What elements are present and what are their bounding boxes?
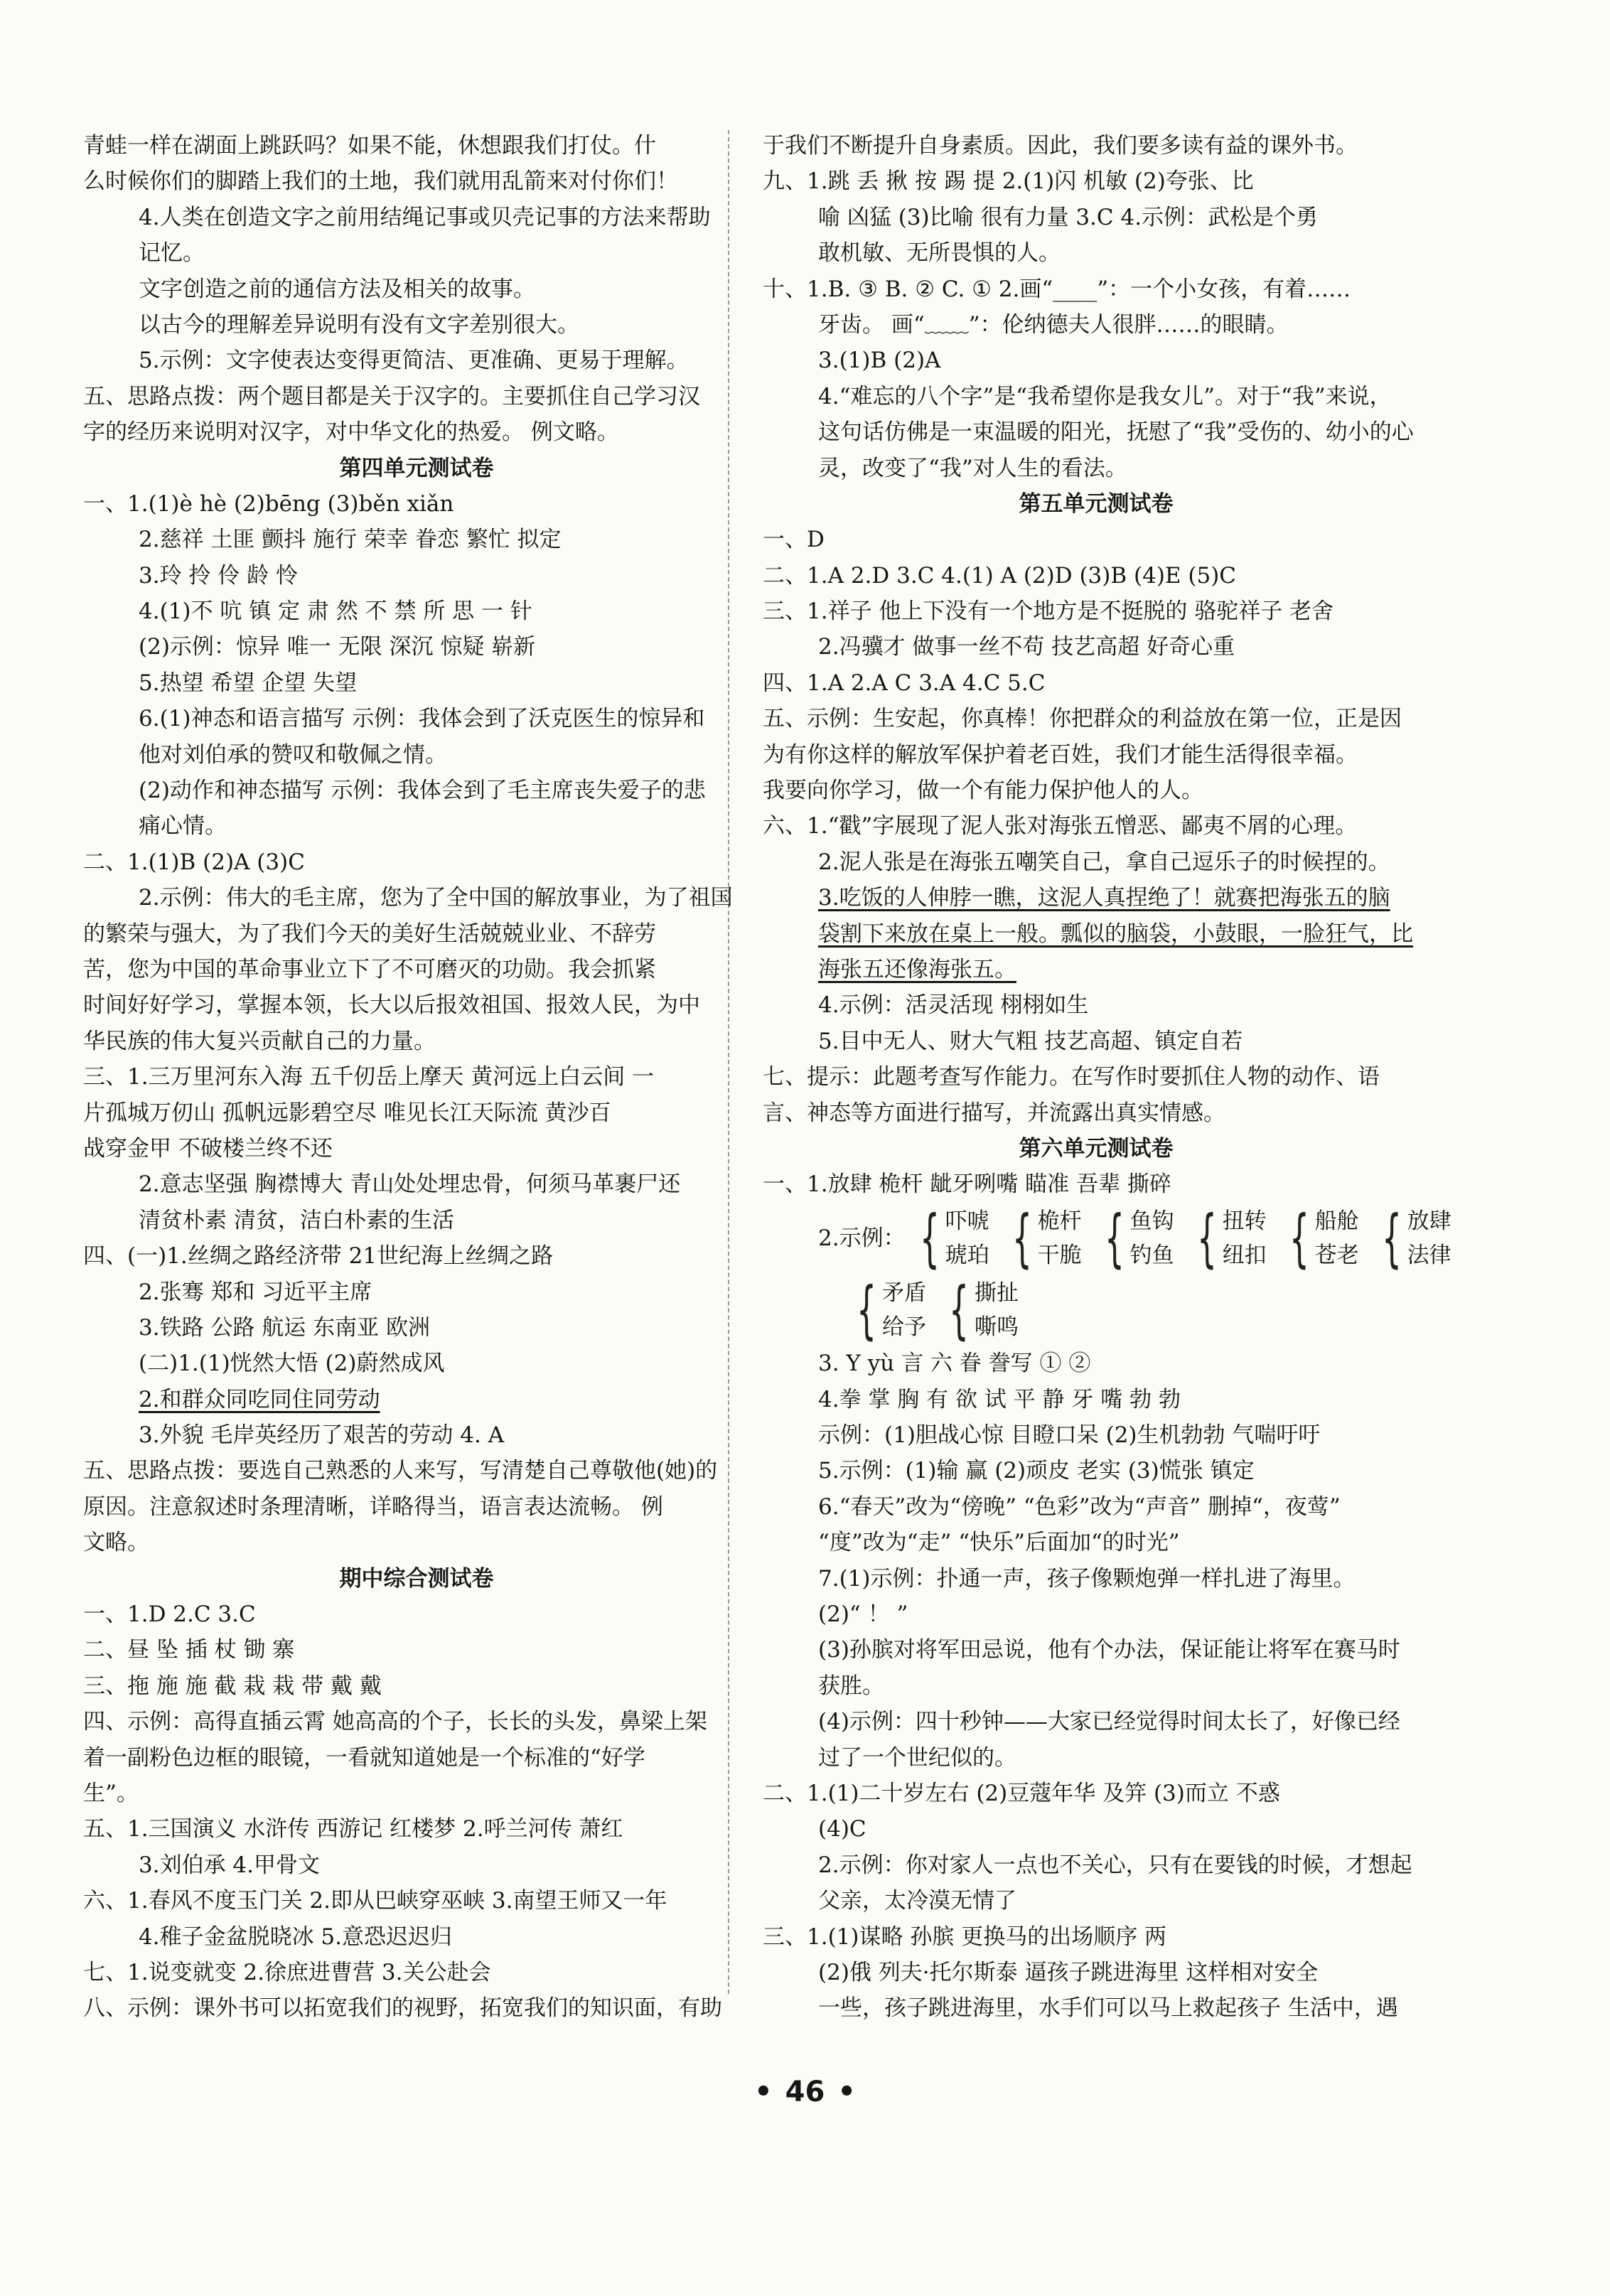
line-text: 记忆。 — [139, 240, 205, 267]
line-text: 5.目中无人、财大气粗 技艺高超、镇定自若 — [818, 1028, 1243, 1054]
answer-line — [763, 1847, 1429, 1883]
line-text: 3.玲 拎 伶 龄 怜 — [139, 562, 298, 589]
line-text: 五、1.三国演义 水浒传 西游记 红楼梦 2.呼兰河传 萧红 — [83, 1816, 623, 1842]
answer-line — [83, 1668, 750, 1704]
answer-line — [763, 272, 1429, 307]
line-text: 牙齿。 画“﹏﹏”：伦纳德夫人很胖……的眼睛。 — [818, 311, 1289, 338]
answer-line — [763, 1417, 1429, 1453]
line-text: 时间好好学习，掌握本领，长大以后报效祖国、报效人民，为中 — [83, 992, 700, 1019]
line-text: 为有你这样的解放军保护着老百姓，我们才能生活得很幸福。 — [763, 741, 1358, 768]
answer-line — [763, 128, 1429, 163]
heading-text: 第五单元测试卷 — [1019, 490, 1174, 517]
line-text: 4.稚子金盆脱晓冰 5.意恐迟迟归 — [139, 1924, 453, 1950]
answer-line — [763, 1990, 1429, 2026]
answer-line — [763, 1955, 1429, 1990]
brace-word: 吓唬 — [945, 1208, 989, 1235]
line-text: 3.吃饭的人伸脖一瞧，这泥人真捏绝了！就赛把海张五的脑 — [818, 885, 1390, 911]
line-text: 4.(1)不 吭 镇 定 肃 然 不 禁 所 思 一 针 — [139, 599, 532, 625]
line-text: 华民族的伟大复兴贡献自己的力量。 — [83, 1028, 436, 1054]
line-text: 5.示例：(1)输 赢 (2)顽皮 老实 (3)慌张 镇定 — [818, 1458, 1255, 1484]
answer-line — [763, 665, 1429, 701]
answer-line — [83, 272, 750, 307]
answer-line — [763, 1453, 1429, 1488]
answer-line — [763, 952, 1429, 987]
line-text: 一、1.(1)è hè (2)bēng (3)běn xiǎn — [83, 490, 454, 517]
page-number-value: 46 — [785, 2076, 825, 2108]
line-text: 三、拖 施 施 截 栽 栽 带 戴 戴 — [83, 1673, 382, 1699]
answer-line — [763, 1382, 1429, 1417]
line-text: 5.示例：文字使表达变得更简洁、更准确、更易于理解。 — [139, 348, 689, 374]
answer-line — [83, 1955, 750, 1990]
answer-line — [763, 1095, 1429, 1131]
line-text: 五、示例：生安起，你真棒！你把群众的利益放在第一位，正是因 — [763, 706, 1402, 732]
line-text: 海张五还像海张五。 — [818, 956, 1016, 982]
line-text: 6.(1)神态和语言描写 示例：我体会到了沃克医生的惊异和 — [139, 706, 705, 732]
answer-line — [83, 594, 750, 629]
line-text: 清贫朴素 清贫，洁白朴素的生活 — [139, 1207, 454, 1233]
line-text: 获胜。 — [818, 1673, 884, 1699]
brace-group-row — [763, 1201, 1451, 1275]
answer-line — [83, 1310, 750, 1346]
answer-line — [763, 808, 1429, 844]
answer-line — [763, 235, 1429, 271]
line-text: “度”改为“走” “快乐”后面加“的时光” — [818, 1530, 1180, 1556]
answer-line — [83, 558, 750, 594]
line-text: 三、1.三万里河东入海 五千仞岳上摩天 黄河远上白云间 一 — [83, 1064, 655, 1090]
line-text: 一、1.D 2.C 3.C — [83, 1602, 256, 1628]
brace-group-row — [763, 1272, 1429, 1346]
answer-line — [763, 844, 1429, 880]
heading-text: 第六单元测试卷 — [1019, 1135, 1174, 1162]
line-text: 六、1.春风不度玉门关 2.即从巴峡穿巫峡 3.南望王师又一年 — [83, 1888, 667, 1914]
line-text: 三、1.祥子 他上下没有一个地方是不挺脱的 骆驼祥子 老舍 — [763, 599, 1334, 625]
line-text: 的繁荣与强大，为了我们今天的美好生活兢兢业业、不辞劳 — [83, 921, 656, 947]
line-text: 二、1.(1)二十岁左右 (2)豆蔻年华 及笄 (3)而立 不惑 — [763, 1781, 1280, 1806]
line-text: 3.刘伯承 4.甲骨文 — [139, 1852, 321, 1878]
answer-line — [763, 701, 1429, 736]
answer-line — [83, 1525, 750, 1560]
answer-line — [83, 1417, 750, 1453]
line-text: 痛心情。 — [139, 813, 227, 839]
answer-line — [763, 773, 1429, 808]
brace-word: 琥珀 — [945, 1243, 989, 1269]
section-heading — [83, 1561, 750, 1597]
answer-line — [763, 163, 1429, 199]
section-heading — [763, 486, 1429, 522]
answer-line — [763, 1059, 1429, 1095]
answer-line — [763, 1632, 1429, 1668]
line-text: 于我们不断提升自身素质。因此，我们要多读有益的课外书。 — [763, 133, 1358, 159]
page-number — [0, 2074, 1610, 2110]
line-text: 灵，改变了“我”对人生的看法。 — [818, 455, 1127, 481]
line-text: (二)1.(1)恍然大悟 (2)蔚然成风 — [139, 1351, 445, 1377]
answer-line — [83, 1847, 750, 1883]
line-text: 文略。 — [83, 1530, 149, 1556]
heading-text: 期中综合测试卷 — [339, 1565, 494, 1592]
answer-line — [83, 128, 750, 163]
line-text: 六、1.“戳”字展现了泥人张对海张五憎恶、鄙夷不屑的心理。 — [763, 813, 1358, 839]
brace-glyph: { — [1381, 1201, 1402, 1275]
answer-line — [83, 1382, 750, 1417]
line-text: 一、D — [763, 527, 825, 553]
brace-word: 桅杆 — [1037, 1208, 1082, 1235]
brace-word: 矛盾 — [882, 1280, 926, 1306]
answer-line — [763, 1668, 1429, 1704]
line-text: 示例：(1)胆战心惊 目瞪口呆 (2)生机勃勃 气喘吁吁 — [818, 1422, 1321, 1449]
line-text: (3)孙膑对将军田忌说，他有个办法，保证能让将军在赛马时 — [818, 1637, 1400, 1663]
line-text: 4.人类在创造文字之前用结绳记事或贝壳记事的方法来帮助 — [139, 204, 711, 230]
page-dot-left: • — [754, 2076, 773, 2108]
answer-line — [83, 1166, 750, 1202]
line-text: 二、1.A 2.D 3.C 4.(1) A (2)D (3)B (4)E (5)C — [763, 562, 1237, 589]
line-text: 父亲，太冷漠无情了 — [818, 1888, 1016, 1914]
brace-glyph: { — [1011, 1201, 1032, 1275]
brace-glyph: { — [1289, 1201, 1309, 1275]
line-text: 7.(1)示例：扑通一声，孩子像颗炮弹一样扎进了海里。 — [818, 1565, 1356, 1592]
line-text: 原因。注意叙述时条理清晰，详略得当，语言表达流畅。 例 — [83, 1493, 663, 1520]
answer-line — [763, 379, 1429, 414]
answer-line — [763, 1704, 1429, 1739]
answer-line — [763, 629, 1429, 665]
brace-glyph: { — [919, 1201, 940, 1275]
brace-word: 扭转 — [1222, 1208, 1267, 1235]
line-text: 言、神态等方面进行描写，并流露出真实情感。 — [763, 1100, 1225, 1126]
line-text: 一、1.放肆 桅杆 龇牙咧嘴 瞄准 吾辈 撕碎 — [763, 1171, 1171, 1198]
answer-line — [83, 1238, 750, 1274]
line-text: 四、1.A 2.A C 3.A 4.C 5.C — [763, 670, 1046, 696]
answer-line — [763, 343, 1429, 378]
line-text: 4.拳 掌 胸 有 欲 试 平 静 牙 嘴 勃 勃 — [818, 1386, 1181, 1412]
line-text: 二、1.(1)B (2)A (3)C — [83, 849, 305, 875]
line-text: 袋割下来放在桌上一般。瓢似的脑袋，小鼓眼，一脸狂气，比 — [818, 921, 1413, 947]
line-text: 七、1.说变就变 2.徐庶进曹营 3.关公赴会 — [83, 1959, 491, 1985]
answer-line — [83, 1704, 750, 1739]
answer-line — [83, 808, 750, 844]
line-text: 2.和群众同吃同住同劳动 — [139, 1386, 380, 1412]
brace-word: 给予 — [882, 1314, 926, 1340]
answer-line — [763, 1166, 1429, 1202]
answer-line — [763, 307, 1429, 343]
line-text: 4.示例：活灵活现 栩栩如生 — [818, 992, 1089, 1019]
brace-pair — [1279, 1201, 1359, 1275]
line-text: 以古今的理解差异说明有没有文字差别很大。 — [139, 311, 579, 338]
brace-glyph: { — [1104, 1201, 1125, 1275]
answer-line — [763, 1919, 1429, 1955]
brace-word: 鱼钩 — [1129, 1208, 1174, 1235]
brace-glyph: { — [1196, 1201, 1217, 1275]
brace-word: 纽扣 — [1222, 1243, 1267, 1269]
brace-pair — [1187, 1201, 1267, 1275]
answer-line — [83, 1275, 750, 1310]
answer-line — [763, 1525, 1429, 1560]
answer-line — [83, 1632, 750, 1668]
brace-word: 船舱 — [1314, 1208, 1359, 1235]
brace-word: 干脆 — [1037, 1243, 1082, 1269]
answer-line — [83, 1059, 750, 1095]
line-text: 3.铁路 公路 航运 东南亚 欧洲 — [139, 1314, 430, 1341]
line-text: 五、思路点拨：要选自己熟悉的人来写，写清楚自己尊敬他(她)的 — [83, 1458, 718, 1484]
line-text: 一些，孩子跳进海里，水手们可以马上救起孩子 生活中，遇 — [818, 1995, 1398, 2022]
answer-line — [763, 1776, 1429, 1811]
line-text: 敢机敏、无所畏惧的人。 — [818, 240, 1061, 267]
answer-line — [763, 1597, 1429, 1632]
answer-line — [83, 1776, 750, 1811]
brace-pair — [1095, 1201, 1174, 1275]
brace-pair — [1002, 1201, 1082, 1275]
line-text: 2.泥人张是在海张五嘲笑自己，拿自己逗乐子的时候捏的。 — [818, 849, 1390, 875]
brace-word: 法律 — [1407, 1243, 1451, 1269]
line-text: 喻 凶猛 (3)比喻 很有力量 3.C 4.示例：武松是个勇 — [818, 204, 1319, 230]
answer-line — [763, 1346, 1429, 1381]
answer-line — [83, 1489, 750, 1525]
line-text: 八、示例：课外书可以拓宽我们的视野，拓宽我们的知识面，有助 — [83, 1995, 722, 2022]
answer-line — [83, 1095, 750, 1131]
answer-line — [83, 916, 750, 952]
answer-line — [83, 343, 750, 378]
line-text: 2.慈祥 土匪 颤抖 施行 荣幸 眷恋 繁忙 拟定 — [139, 527, 562, 553]
answer-line — [83, 307, 750, 343]
brace-word: 放肆 — [1407, 1208, 1451, 1235]
brace-pair — [939, 1272, 1019, 1346]
answer-line — [83, 880, 750, 916]
line-text: (4)C — [818, 1816, 866, 1842]
answer-line — [83, 414, 750, 450]
line-text: 我要向你学习，做一个有能力保护他人的人。 — [763, 778, 1203, 804]
brace-pair — [1372, 1201, 1451, 1275]
answer-line — [763, 737, 1429, 773]
brace-word: 嘶鸣 — [975, 1314, 1019, 1340]
answer-line — [763, 594, 1429, 629]
right-column — [763, 128, 1451, 2027]
line-text: (2)示例：惊异 唯一 无限 深沉 惊疑 崭新 — [139, 634, 536, 660]
brace-word: 撕扯 — [975, 1280, 1019, 1306]
answer-line — [763, 880, 1429, 916]
line-text: 5.热望 希望 企望 失望 — [139, 670, 358, 696]
answer-line — [763, 522, 1429, 557]
line-text: 四、(一)1.丝绸之路经济带 21世纪海上丝绸之路 — [83, 1243, 554, 1270]
answer-line — [83, 1919, 750, 1955]
line-text: 这句话仿佛是一束温暖的阳光，抚慰了“我”受伤的、幼小的心 — [818, 419, 1414, 446]
line-text: 青蛙一样在湖面上跳跃吗？如果不能，休想跟我们打仗。什 — [83, 133, 656, 159]
line-text: 四、示例：高得直插云霄 她高高的个子，长长的头发，鼻梁上架 — [83, 1709, 707, 1735]
line-text: 他对刘伯承的赞叹和敬佩之情。 — [139, 741, 447, 768]
heading-text: 第四单元测试卷 — [339, 455, 494, 481]
line-text: 3. Y yù 言 六 眷 誊写 ① ② — [818, 1351, 1091, 1377]
answer-line — [83, 1811, 750, 1847]
line-text: 着一副粉色边框的眼镜，一看就知道她是一个标准的“好学 — [83, 1744, 645, 1771]
line-text: 2.示例： — [818, 1225, 906, 1251]
answer-line — [763, 1740, 1429, 1776]
answer-line — [83, 163, 750, 199]
brace-pair — [910, 1201, 989, 1275]
line-text: (2)俄 列夫·托尔斯泰 逼孩子跳进海里 这样相对安全 — [818, 1959, 1319, 1985]
brace-pair — [847, 1272, 926, 1346]
answer-line — [763, 987, 1429, 1023]
answer-line — [763, 414, 1429, 450]
answer-line — [763, 1489, 1429, 1525]
answer-line — [83, 737, 750, 773]
left-column — [83, 128, 750, 2027]
answer-line — [83, 486, 750, 522]
line-text: 五、思路点拨：两个题目都是关于汉字的。主要抓住自己学习汉 — [83, 383, 700, 409]
section-heading — [763, 1131, 1429, 1166]
line-text: 苦，您为中国的革命事业立下了不可磨灭的功勋。我会抓紧 — [83, 956, 656, 982]
line-text: (4)示例：四十秒钟——大家已经觉得时间太长了，好像已经 — [818, 1709, 1400, 1735]
line-text: 字的经历来说明对汉字，对中华文化的热爱。 例文略。 — [83, 419, 619, 446]
answer-line — [83, 665, 750, 701]
line-text: (2)动作和神态描写 示例：我体会到了毛主席丧失爱子的悲 — [139, 778, 706, 804]
answer-line — [763, 1811, 1429, 1847]
answer-line — [763, 451, 1429, 486]
answer-line — [83, 844, 750, 880]
line-text: 战穿金甲 不破楼兰终不还 — [83, 1135, 333, 1162]
answer-line — [83, 952, 750, 987]
answer-line — [83, 1740, 750, 1776]
section-heading — [83, 451, 750, 486]
line-text: 么时候你们的脚踏上我们的土地，我们就用乱箭来对付你们！ — [83, 168, 678, 195]
brace-word: 苍老 — [1314, 1243, 1359, 1269]
answer-line — [83, 1203, 750, 1238]
answer-line — [83, 1346, 750, 1381]
line-text: 十、1.B. ③ B. ② C. ① 2.画“____”：一个小女孩，有着…… — [763, 276, 1351, 302]
line-text: 2.冯骥才 做事一丝不苟 技艺高超 好奇心重 — [818, 634, 1235, 660]
answer-line — [83, 629, 750, 665]
brace-glyph: { — [857, 1272, 876, 1346]
line-text: 2.意志坚强 胸襟博大 青山处处埋忠骨，何须马革裹尸还 — [139, 1171, 681, 1198]
line-text: 2.示例：伟大的毛主席，您为了全中国的解放事业，为了祖国 — [139, 885, 733, 911]
answer-line — [83, 701, 750, 736]
answer-line — [83, 1453, 750, 1488]
answer-line — [763, 916, 1429, 952]
line-text: 九、1.跳 丢 揪 按 踢 提 2.(1)闪 机敏 (2)夸张、比 — [763, 168, 1254, 195]
answer-line — [763, 1883, 1429, 1919]
line-text: 文字创造之前的通信方法及相关的故事。 — [139, 276, 535, 302]
line-text: 过了一个世纪似的。 — [818, 1744, 1016, 1771]
line-text: (2)“ ！ ” — [818, 1602, 908, 1628]
page-dot-right: • — [837, 2076, 856, 2108]
line-text: 4.“难忘的八个字”是“我希望你是我女儿”。对于“我”来说， — [818, 383, 1392, 409]
answer-line — [83, 1597, 750, 1632]
answer-line — [763, 1561, 1429, 1597]
line-text: 2.张骞 郑和 习近平主席 — [139, 1279, 372, 1305]
line-text: 2.示例：你对家人一点也不关心，只有在要钱的时候，才想起 — [818, 1852, 1412, 1878]
line-text: 6.“春天”改为“傍晚” “色彩”改为“声音” 删掉“，夜莺” — [818, 1493, 1341, 1520]
line-text: 二、昼 坠 插 杖 锄 寨 — [83, 1637, 295, 1663]
answer-line — [83, 1024, 750, 1059]
brace-word: 钓鱼 — [1129, 1243, 1174, 1269]
line-text: 片孤城万仞山 孤帆远影碧空尽 唯见长江天际流 黄沙百 — [83, 1100, 611, 1126]
brace-glyph: { — [949, 1272, 969, 1346]
answer-line — [763, 558, 1429, 594]
answer-line — [83, 1990, 750, 2026]
answer-line — [83, 235, 750, 271]
answer-line — [83, 1131, 750, 1166]
answer-line — [83, 1883, 750, 1919]
answer-line — [763, 1024, 1429, 1059]
answer-line — [83, 773, 750, 808]
answer-line — [763, 200, 1429, 235]
answer-line — [83, 379, 750, 414]
line-text: 生”。 — [83, 1780, 139, 1806]
line-text: 七、提示：此题考查写作能力。在写作时要抓住人物的动作、语 — [763, 1064, 1380, 1090]
line-text: 3.(1)B (2)A — [818, 348, 941, 374]
answer-line — [83, 200, 750, 235]
answer-line — [83, 987, 750, 1023]
answer-line — [83, 522, 750, 557]
line-text: 三、1.(1)谋略 孙膑 更换马的出场顺序 两 — [763, 1924, 1167, 1950]
line-text: 3.外貌 毛岸英经历了艰苦的劳动 4. A — [139, 1422, 505, 1449]
